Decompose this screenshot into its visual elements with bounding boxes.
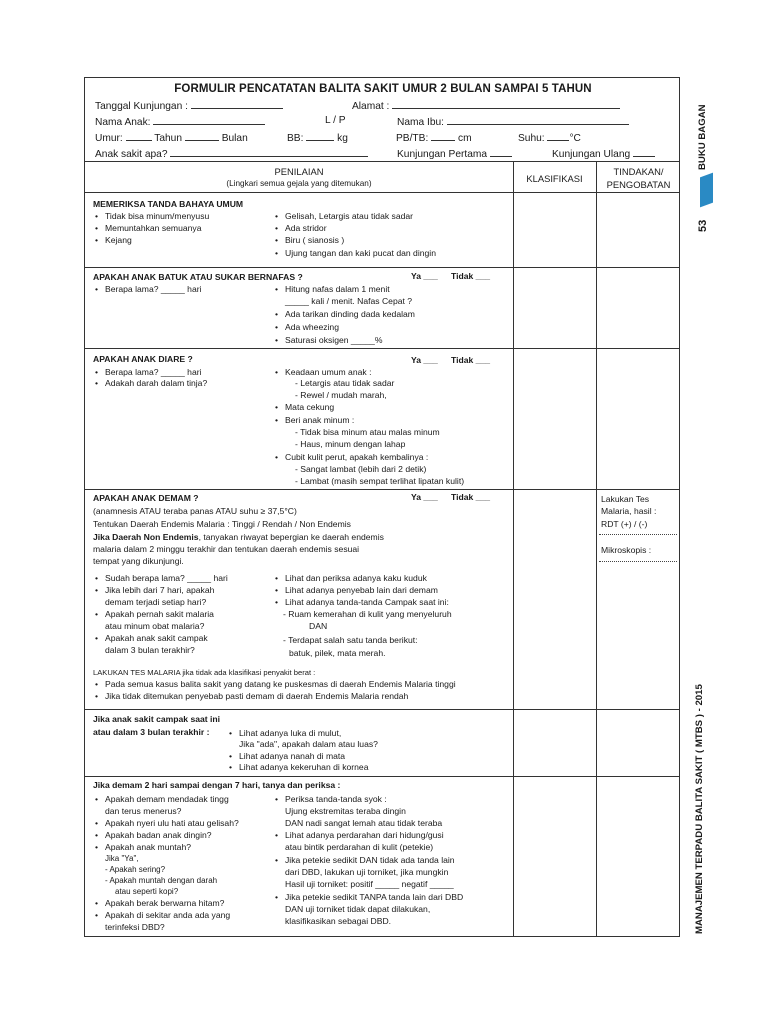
dbd-item[interactable]: DAN nadi sangat lemah atau tidak teraba [285,818,443,828]
diare-title: APAKAH ANAK DIARE ? [93,354,193,364]
kunjungan-ulang-field[interactable] [552,147,655,160]
tindakan-header [596,166,681,190]
form-title: FORMULIR PENCATATAN BALITA SAKIT UMUR 2 BULAN SAMPAI 5 TAHUN [174,83,592,95]
klasifikasi-header: KLASIFIKASI [526,173,583,184]
batuk-tidak[interactable]: Tidak ___ [451,271,491,281]
bb-label: BB: [287,133,304,144]
batuk-item[interactable]: _____ kali / menit. Nafas Cepat ? [285,296,413,306]
dbd-item[interactable]: atau bintik perdarahan di kulit (petekie) [285,842,434,852]
bb-field[interactable] [287,131,348,144]
non-endemis-rest: , tanyakan riwayat bepergian ke daerah endemis [198,532,384,542]
demam-item[interactable]: • Lihat adanya tanda-tanda Campak saat ini: [275,597,449,608]
tindakan-tes: Lakukan Tes [601,494,650,504]
diare-item[interactable]: - Lambat (masih sempat terlihat lipatan kulit) [295,476,465,486]
anak-sakit-apa-field[interactable] [95,147,368,160]
batuk-ya[interactable]: Ya ___ [411,271,438,281]
tanggal-kunjungan-field[interactable] [95,99,283,112]
penilaian-title: PENILAIAN [274,166,324,177]
bahaya-item[interactable]: • Memuntahkan semuanya [95,223,202,234]
dbd-item[interactable]: • Apakah demam mendadak tingg [95,794,229,805]
dbd-item[interactable]: - Apakah sering? [105,865,166,874]
dbd-item[interactable]: • Jika petekie sedikit DAN tidak ada tanda lain [275,855,455,866]
batuk-item[interactable]: • Berapa lama? _____ hari [95,284,202,295]
campak-title-1: Jika anak sakit campak saat ini [93,714,221,724]
nama-anak-field[interactable] [95,115,265,128]
penilaian-subtitle: (Lingkari semua gejala yang ditemukan) [226,179,372,188]
bulan-label: Bulan [221,133,248,144]
dbd-item[interactable]: • Jika petekie sedikit TANPA tanda lain dari DBD [275,892,463,903]
gender-label: L / P [325,115,346,126]
row-border-1 [85,267,679,268]
campak-item[interactable]: • Lihat adanya nanah di mata [229,751,345,762]
manual-title: MANAJEMEN TERPADU BALITA SAKIT ( MTBS ) - 2015 [694,684,705,934]
alamat-field[interactable] [352,99,620,112]
bahaya-item[interactable]: • Tidak bisa minum/menyusu [95,211,209,222]
diare-item[interactable]: - Sangat lambat (lebih dari 2 detik) [295,464,427,474]
row-border-5 [85,776,679,777]
pbtb-label: PB/TB: [396,133,429,144]
batuk-item[interactable]: • Ada tarikan dinding dada kedalam [275,309,415,320]
dbd-item[interactable]: • Apakah badan anak dingin? [95,830,212,841]
demam-item[interactable]: • Sudah berapa lama? _____ hari [95,573,228,584]
tes-malaria-item: • Jika tidak ditemukan penyebab pasti demam di daerah Endemis Malaria rendah [95,691,408,702]
umur-label: Umur: [95,133,123,144]
diare-tidak[interactable]: Tidak ___ [451,355,491,365]
dbd-item[interactable]: • Apakah berak berwarna hitam? [95,898,224,909]
demam-item[interactable]: • Lihat adanya penyebab lain dari demam [275,585,438,596]
table-top-border [85,161,679,162]
mikroskopis-dotted-line [599,561,677,562]
dbd-item[interactable]: dari DBD, lakukan uji torniket, jika mungkin [285,867,449,877]
nama-ibu-label: Nama Ibu: [397,117,444,128]
dbd-title: Jika demam 2 hari sampai dengan 7 hari, tanya dan periksa : [93,780,341,790]
demam-item[interactable]: - Ruam kemerahan di kulit yang menyeluruh [283,609,452,619]
demam-item[interactable]: dalam 3 bulan terakhir? [105,645,195,655]
batuk-item[interactable]: • Hitung nafas dalam 1 menit [275,284,390,295]
demam-item[interactable]: • Jika lebih dari 7 hari, apakah [95,585,214,596]
dbd-item[interactable]: DAN uji torniket tidak dapat dilakukan, [285,904,431,914]
demam-item: DAN [309,621,328,631]
pbtb-field[interactable] [396,131,472,144]
demam-tempat-line: tempat yang dikunjungi. [93,556,184,566]
nama-ibu-field[interactable] [397,115,629,128]
torniket-result[interactable]: Hasil uji torniket: positif _____ negatif _____ [285,879,454,889]
batuk-title: APAKAH ANAK BATUK ATAU SUKAR BERNAFAS ? [93,272,303,282]
suhu-label: Suhu: [518,133,545,144]
bahaya-item[interactable]: • Ujung tangan dan kaki pucat dan dingin [275,248,436,259]
header-row-border [85,192,679,193]
dbd-item[interactable]: terinfeksi DBD? [105,922,165,932]
demam-item[interactable]: batuk, pilek, mata merah. [289,648,386,658]
diare-item[interactable]: - Tidak bisa minum atau malas minum [295,427,440,437]
campak-title-2: atau dalam 3 bulan terakhir : [93,727,210,737]
kg-label: kg [337,133,348,144]
demam-ya[interactable]: Ya ___ [411,492,438,502]
dbd-item[interactable]: • Apakah di sekitar anda ada yang [95,910,230,921]
diare-item[interactable]: • Mata cekung [275,402,334,413]
campak-item[interactable]: Jika "ada", apakah dalam atau luas? [239,739,378,749]
demam-item[interactable]: • Apakah pernah sakit malaria [95,609,214,620]
bahaya-title: MEMERIKSA TANDA BAHAYA UMUM [93,199,244,209]
tindakan-title-2: PENGOBATAN [606,179,671,190]
penilaian-header [85,166,513,188]
kunjungan-pertama-label: Kunjungan Pertama [397,149,488,160]
bahaya-item[interactable]: • Biru ( sianosis ) [275,235,344,246]
tindakan-hasil: Malaria, hasil : [601,506,657,516]
dbd-item[interactable]: - Apakah muntah dengan darah [105,876,218,885]
row-border-3 [85,489,679,490]
non-endemis-bold: Jika Daerah Non Endemis [93,532,199,542]
book-title: BUKU BAGAN [697,104,708,170]
diare-item[interactable]: • Cubit kulit perut, apakah kembalinya : [275,452,428,463]
book-tab-marker [700,173,713,208]
demam-non-endemis [93,532,384,543]
mikroskopis-field[interactable]: Mikroskopis : [601,545,652,555]
demam-malaria-line: malaria dalam 2 minggu terakhir dan tentukan daerah endemis sesuai [93,544,360,554]
rdt-result[interactable]: RDT (+) / (-) [601,519,648,529]
alamat-label: Alamat : [352,101,390,112]
diare-item[interactable]: - Rewel / mudah marah, [295,390,387,400]
demam-item[interactable]: atau minum obat malaria? [105,621,205,631]
kunjungan-ulang-label: Kunjungan Ulang [552,149,631,160]
celsius-label: °C [569,133,581,144]
demam-item[interactable]: demam terjadi setiap hari? [105,597,207,607]
cm-label: cm [457,133,472,144]
umur-field[interactable] [95,131,248,144]
campak-item[interactable]: • Lihat adanya kekeruhan di kornea [229,762,368,773]
bahaya-item[interactable]: • Ada stridor [275,223,327,234]
anak-sakit-label: Anak sakit apa? [95,149,168,160]
dbd-item: Jika "Ya", [105,854,139,863]
diare-item[interactable]: - Haus, minum dengan lahap [295,439,406,449]
row-border-4 [85,709,679,710]
sick-child-form [84,77,680,937]
demam-item[interactable]: • Apakah anak sakit campak [95,633,208,644]
tanggal-label: Tanggal Kunjungan : [95,101,188,112]
diare-item[interactable]: • Keadaan umum anak : [275,367,371,378]
demam-title: APAKAH ANAK DEMAM ? [93,493,199,503]
dbd-item[interactable]: • Apakah nyeri ulu hati atau gelisah? [95,818,239,829]
batuk-item[interactable]: • Saturasi oksigen _____% [275,335,382,346]
column-divider-1 [513,161,514,936]
diare-item[interactable]: • Adakah darah dalam tinja? [95,378,207,389]
gender-field[interactable] [325,115,346,126]
dbd-item[interactable]: dan terus menerus? [105,806,182,816]
kunjungan-pertama-field[interactable] [397,147,512,160]
campak-item[interactable]: • Lihat adanya luka di mulut, [229,728,341,739]
demam-item[interactable]: • Lihat dan periksa adanya kaku kuduk [275,573,427,584]
row-border-2 [85,348,679,349]
demam-endemis[interactable]: Tentukan Daerah Endemis Malaria : Tinggi / Rendah / Non Endemis [93,519,351,529]
tindakan-title-1: TINDAKAN/ [613,166,664,177]
tes-malaria-item: • Pada semua kasus balita sakit yang datang ke puskesmas di daerah Endemis Malaria tinggi [95,679,456,690]
dbd-item[interactable]: • Lihat adanya perdarahan dari hidung/gusi [275,830,444,841]
demam-item[interactable]: - Terdapat salah satu tanda berikut: [283,635,418,645]
diare-item[interactable]: - Letargis atau tidak sadar [295,378,395,388]
suhu-field[interactable] [518,131,581,144]
bahaya-item[interactable]: • Gelisah, Letargis atau tidak sadar [275,211,413,222]
page-number: 53 [697,219,709,232]
dbd-item[interactable]: klasifikasikan sebagai DBD. [285,916,392,926]
diare-item[interactable]: • Beri anak minum : [275,415,354,426]
diare-ya[interactable]: Ya ___ [411,355,438,365]
rdt-dotted-line [599,534,677,535]
demam-tidak[interactable]: Tidak ___ [451,492,491,502]
demam-anamnesis: (anamnesis ATAU teraba panas ATAU suhu ≥ 37,5°C) [93,506,297,516]
dbd-item[interactable]: • Periksa tanda-tanda syok : [275,794,387,805]
tahun-label: Tahun [154,133,182,144]
nama-anak-label: Nama Anak: [95,117,151,128]
diare-item[interactable]: • Berapa lama? _____ hari [95,367,202,378]
column-divider-2 [596,161,597,936]
tes-malaria-title: LAKUKAN TES MALARIA jika tidak ada klasifikasi penyakit berat : [93,668,316,677]
dbd-item[interactable]: atau seperti kopi? [115,887,179,896]
batuk-item[interactable]: • Ada wheezing [275,322,339,333]
bahaya-item[interactable]: • Kejang [95,235,132,246]
dbd-item[interactable]: Ujung ekstremitas teraba dingin [285,806,406,816]
dbd-item[interactable]: • Apakah anak muntah? [95,842,191,853]
